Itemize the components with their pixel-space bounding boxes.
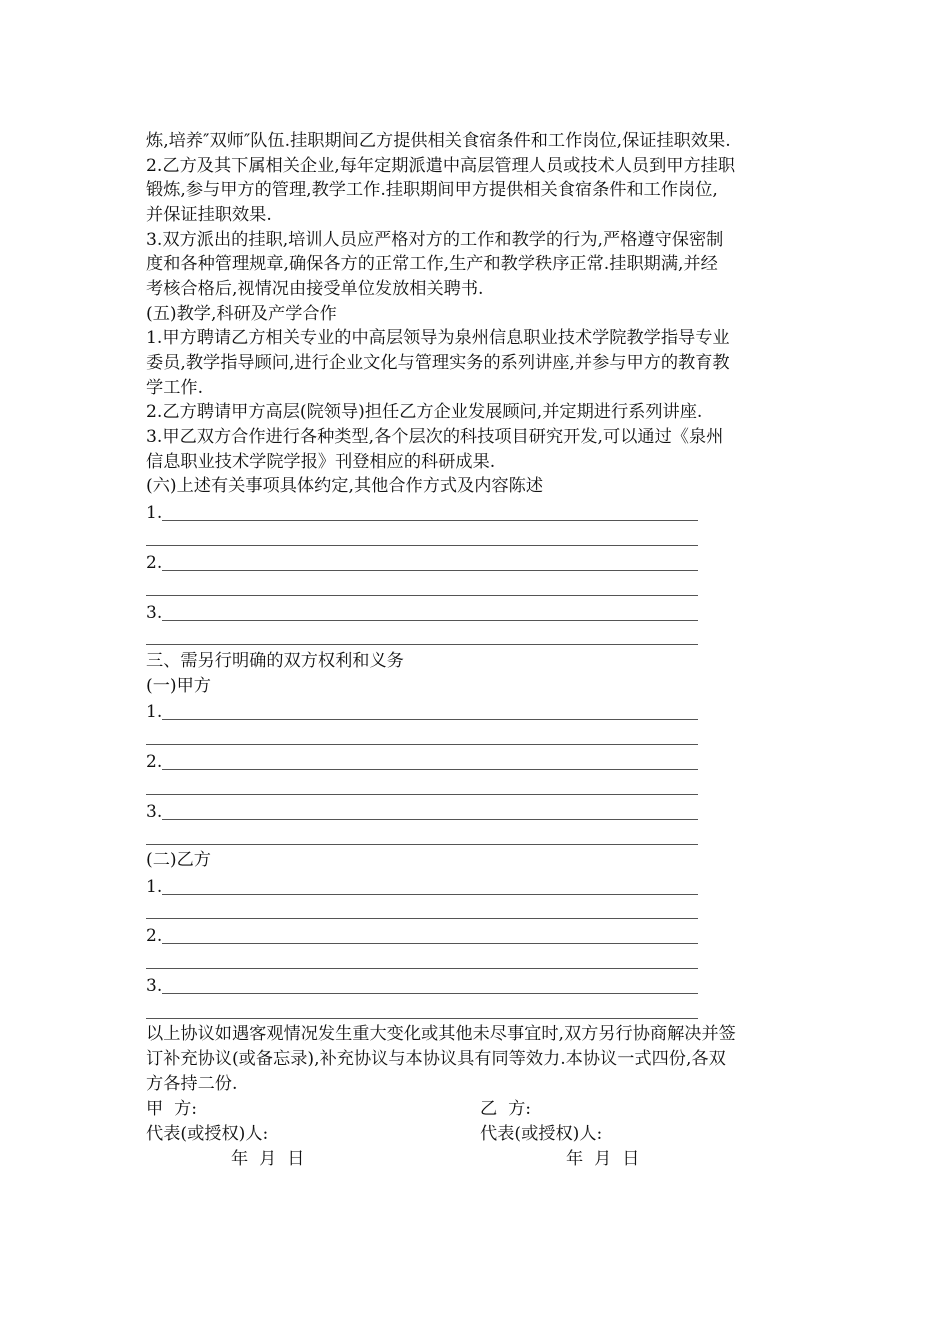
blank-fill-line [146, 1018, 698, 1019]
party-a-representative-label: 代表(或授权)人: [146, 1124, 269, 1144]
party-b-heading: (二)乙方 [146, 850, 211, 870]
paragraph-line: 信息职业技术学院学报》刊登相应的科研成果. [146, 452, 496, 472]
blank-item-number: 2. [146, 553, 163, 573]
paragraph-line: 学工作. [146, 378, 204, 398]
paragraph-line: 2.乙方聘请甲方高层(院领导)担任乙方企业发展顾问,并定期进行系列讲座. [146, 402, 703, 422]
paragraph-line: 2.乙方及其下属相关企业,每年定期派遣中高层管理人员或技术人员到甲方挂职 [146, 156, 736, 176]
blank-fill-line [146, 968, 698, 969]
blank-fill-line [162, 719, 698, 720]
blank-item-number: 3. [146, 802, 163, 822]
blank-fill-line [162, 894, 698, 895]
party-b-date-label: 年 月 日 [566, 1149, 640, 1169]
paragraph-line: 并保证挂职效果. [146, 205, 272, 225]
blank-fill-line [162, 819, 698, 820]
section-heading-6: (六)上述有关事项具体约定,其他合作方式及内容陈述 [146, 476, 544, 496]
section-heading-5: (五)教学,科研及产学合作 [146, 304, 337, 324]
blank-item-number: 3. [146, 976, 163, 996]
blank-fill-line [162, 570, 698, 571]
blank-fill-line [146, 918, 698, 919]
party-a-signature-label: 甲 方: [146, 1099, 198, 1119]
blank-item-number: 1. [146, 503, 163, 523]
blank-fill-line [146, 844, 698, 845]
paragraph-line: 3.双方派出的挂职,培训人员应严格对方的工作和教学的行为,严格遵守保密制 [146, 230, 724, 250]
blank-item-number: 2. [146, 752, 163, 772]
blank-fill-line [162, 520, 698, 521]
blank-item-number: 3. [146, 603, 163, 623]
paragraph-line: 锻炼,参与甲方的管理,教学工作.挂职期间甲方提供相关食宿条件和工作岗位, [146, 180, 718, 200]
party-a-heading: (一)甲方 [146, 676, 211, 696]
party-b-signature-label: 乙 方: [480, 1099, 532, 1119]
party-b-representative-label: 代表(或授权)人: [480, 1124, 603, 1144]
paragraph-line: 1.甲方聘请乙方相关专业的中高层领导为泉州信息职业技术学院教学指导专业 [146, 328, 730, 348]
blank-fill-line [162, 943, 698, 944]
closing-line: 以上协议如遇客观情况发生重大变化或其他未尽事宜时,双方另行协商解决并签 [146, 1024, 736, 1044]
paragraph-line: 度和各种管理规章,确保各方的正常工作,生产和教学秩序正常.挂职期满,并经 [146, 254, 718, 274]
paragraph-line: 考核合格后,视情况由接受单位发放相关聘书. [146, 279, 484, 299]
blank-item-number: 1. [146, 877, 163, 897]
paragraph-line: 3.甲乙双方合作进行各种类型,各个层次的科技项目研究开发,可以通过《泉州 [146, 427, 724, 447]
party-a-date-label: 年 月 日 [231, 1149, 305, 1169]
blank-fill-line [146, 794, 698, 795]
blank-fill-line [146, 595, 698, 596]
blank-item-number: 2. [146, 926, 163, 946]
closing-line: 方各持二份. [146, 1074, 238, 1094]
blank-fill-line [146, 744, 698, 745]
paragraph-line: 炼,培养″双师″队伍.挂职期间乙方提供相关食宿条件和工作岗位,保证挂职效果. [146, 131, 731, 151]
section-heading-3: 三、需另行明确的双方权利和义务 [146, 651, 404, 671]
blank-fill-line [162, 620, 698, 621]
closing-line: 订补充协议(或备忘录),补充协议与本协议具有同等效力.本协议一式四份,各双 [146, 1049, 726, 1069]
blank-fill-line [162, 769, 698, 770]
blank-fill-line [146, 644, 698, 645]
blank-fill-line [146, 545, 698, 546]
blank-item-number: 1. [146, 702, 163, 722]
blank-fill-line [162, 993, 698, 994]
paragraph-line: 委员,教学指导顾问,进行企业文化与管理实务的系列讲座,并参与甲方的教育教 [146, 353, 730, 373]
